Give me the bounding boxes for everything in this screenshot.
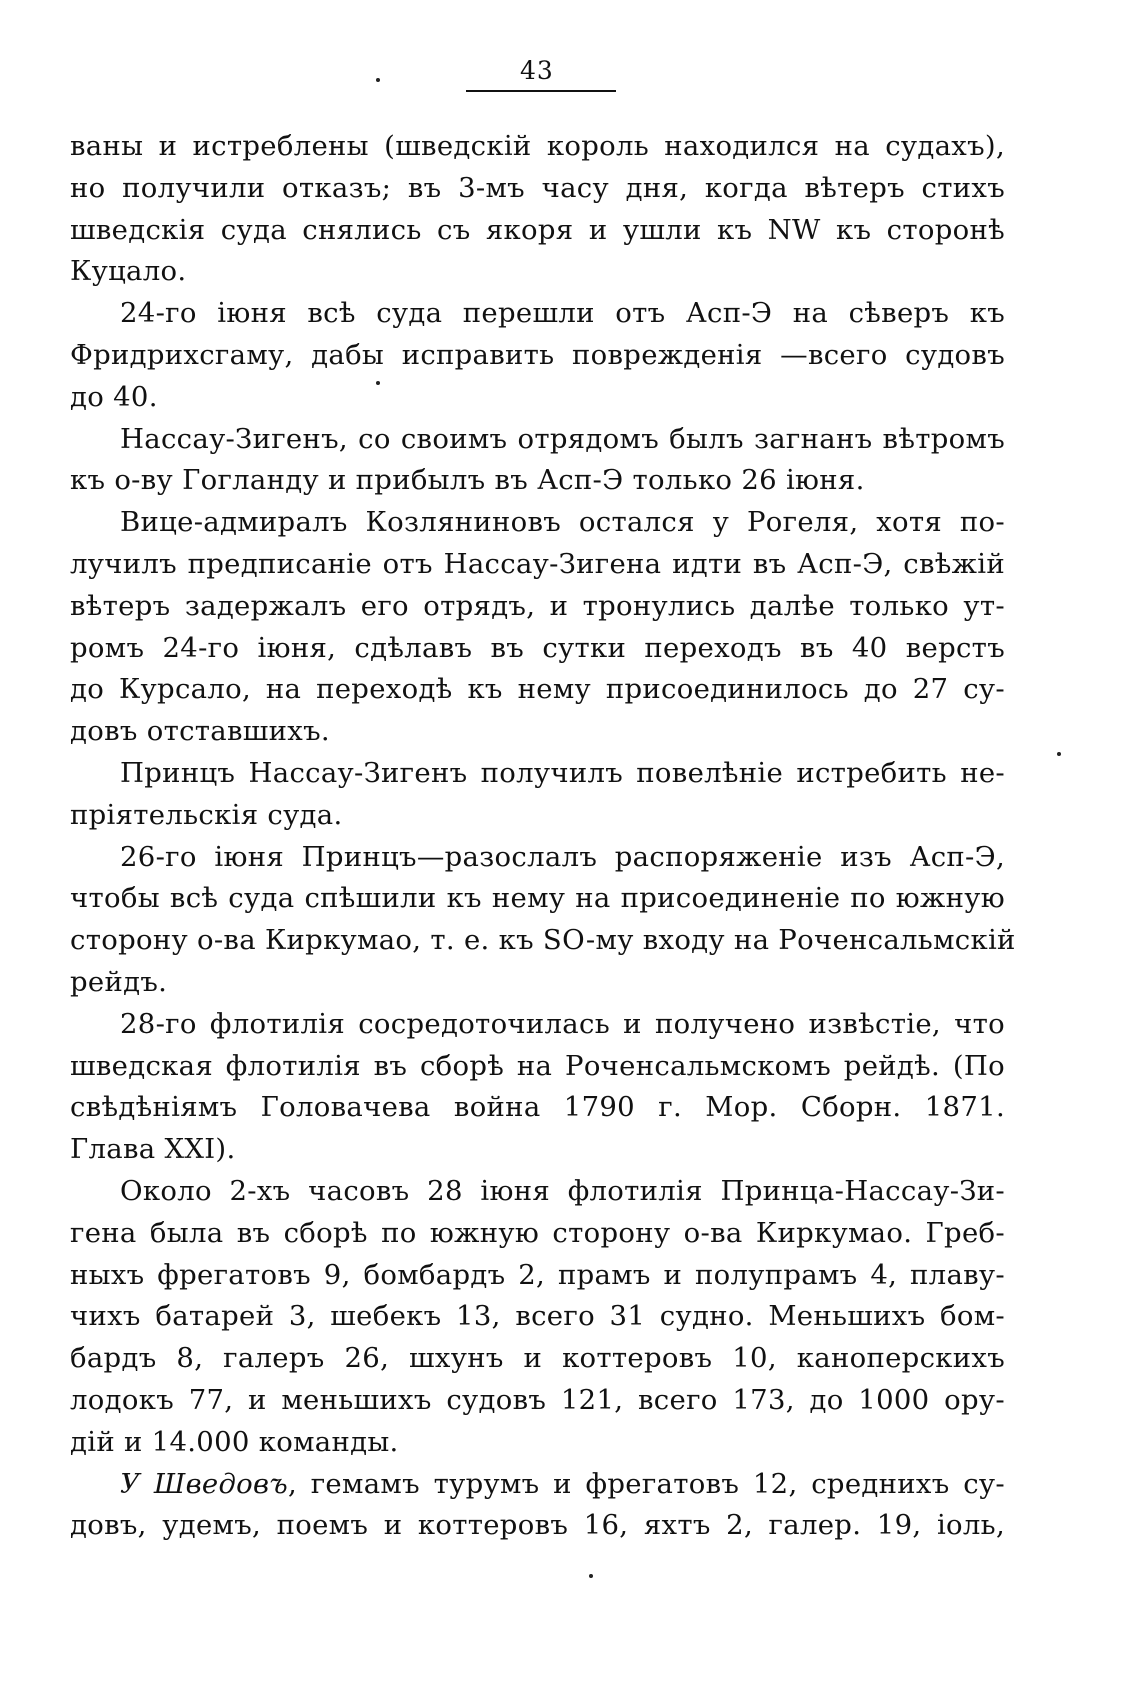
text-line: шведская флотилія въ сборѣ на Роченсальмскомъ рейдѣ. (По bbox=[70, 1049, 1005, 1082]
text-line: свѣдѣніямъ Головачева война 1790 г. Мор. Сборн. 1871. bbox=[70, 1091, 1005, 1124]
page-number: 43 bbox=[520, 56, 554, 85]
text-line: 26-го іюня Принцъ—разослалъ распоряженіе изъ Асп-Э, bbox=[120, 840, 1005, 873]
paragraph bbox=[70, 126, 1005, 293]
text-line: лодокъ 77, и меньшихъ судовъ 121, всего 173, до 1000 ору- bbox=[70, 1383, 1005, 1416]
text-run: , гемамъ турумъ и фрегатовъ 12, среднихъ су- bbox=[287, 1467, 1005, 1500]
scan-speck bbox=[589, 1574, 593, 1578]
text-line: рейдъ. bbox=[70, 965, 168, 998]
text-line: Около 2-хъ часовъ 28 іюня флотилія Принца-Нассау-Зи- bbox=[120, 1174, 1005, 1207]
paragraph bbox=[70, 1004, 1005, 1171]
paragraph bbox=[70, 1171, 1005, 1464]
text-line: вѣтеръ задержалъ его отрядъ, и тронулись далѣе только ут- bbox=[70, 589, 1005, 622]
italic-lead: У Шведовъ bbox=[120, 1467, 288, 1500]
body-text bbox=[70, 126, 1016, 1547]
text-line bbox=[70, 1464, 1005, 1506]
text-line: довъ, удемъ, поемъ и коттеровъ 16, яхтъ 2, галер. 19, іоль, bbox=[70, 1509, 1005, 1542]
text-line: Вице-адмиралъ Козляниновъ остался у Рогеля, хотя по- bbox=[120, 506, 1005, 539]
paragraph bbox=[70, 502, 1005, 753]
text-line: чихъ батарей 3, шебекъ 13, всего 31 судно. Меньшихъ бом- bbox=[70, 1300, 1005, 1333]
text-line: до Курсало, на переходѣ къ нему присоединилось до 27 су- bbox=[70, 673, 1005, 706]
text-line: довъ отставшихъ. bbox=[70, 715, 330, 748]
scan-speck bbox=[376, 381, 380, 385]
text-line: 28-го флотилія сосредоточилась и получено извѣстіе, что bbox=[120, 1007, 1005, 1040]
text-line: шведскія суда снялись съ якоря и ушли къ NW къ сторонѣ bbox=[70, 213, 1005, 246]
paragraph bbox=[70, 1464, 1005, 1548]
text-line: Нассау-Зигенъ, со своимъ отрядомъ былъ загнанъ вѣтромъ bbox=[120, 422, 1005, 455]
text-line: къ о-ву Гогланду и прибылъ въ Асп-Э только 26 іюня. bbox=[70, 464, 865, 497]
text-line: ромъ 24-го іюня, сдѣлавъ въ сутки переходъ въ 40 верстъ bbox=[70, 631, 1005, 664]
scan-speck bbox=[1057, 752, 1061, 756]
scan-speck bbox=[376, 78, 380, 82]
text-line: но получили отказъ; въ 3-мъ часу дня, когда вѣтеръ стихъ bbox=[70, 171, 1005, 204]
text-line: гена была въ сборѣ по южную сторону о-ва Киркумао. Греб- bbox=[70, 1216, 1005, 1249]
text-line: сторону о-ва Киркумао, т. е. къ SO-му входу на Роченсальмскій bbox=[70, 924, 1016, 957]
paragraph bbox=[70, 419, 1005, 503]
paragraph bbox=[70, 293, 1005, 418]
text-line: 24-го іюня всѣ суда перешли отъ Асп-Э на сѣверъ къ bbox=[120, 297, 1005, 330]
paragraph bbox=[70, 837, 1016, 1004]
text-line: ныхъ фрегатовъ 9, бомбардъ 2, прамъ и полупрамъ 4, плаву- bbox=[70, 1258, 1005, 1291]
text-line: дій и 14.000 команды. bbox=[70, 1425, 399, 1458]
text-line: лучилъ предписаніе отъ Нассау-Зигена идти въ Асп-Э, свѣжій bbox=[70, 547, 1005, 580]
text-line: пріятельскія суда. bbox=[70, 798, 343, 831]
paragraph bbox=[70, 753, 1005, 837]
text-line: ваны и истреблены (шведскій король находился на судахъ), bbox=[70, 130, 1005, 162]
text-line: Принцъ Нассау-Зигенъ получилъ повелѣніе истребить не- bbox=[120, 756, 1005, 789]
text-line: бардъ 8, галеръ 26, шхунъ и коттеровъ 10, каноперскихъ bbox=[70, 1342, 1005, 1375]
text-line: Куцало. bbox=[70, 255, 187, 288]
text-line: до 40. bbox=[70, 380, 158, 413]
header-rule bbox=[466, 90, 616, 92]
text-line: Фридрихсгаму, дабы исправить поврежденія —всего судовъ bbox=[70, 338, 1005, 371]
text-line: Глава XXI). bbox=[70, 1133, 236, 1166]
text-line: чтобы всѣ суда спѣшили къ нему на присоединеніе по южную bbox=[70, 882, 1005, 915]
